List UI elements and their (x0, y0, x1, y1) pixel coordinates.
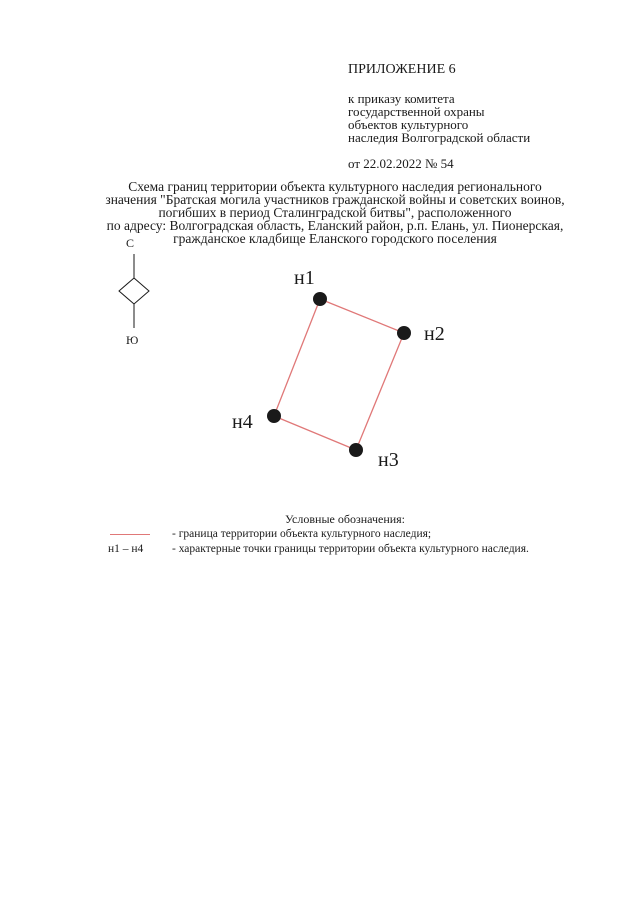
compass-south-label: Ю (126, 333, 139, 347)
compass (119, 236, 149, 347)
legend-points-symbol: н1 – н4 (108, 543, 144, 555)
point-label-n4: н4 (232, 411, 253, 433)
legend-title: Условные обозначения: (285, 512, 406, 526)
scheme-title-line-5: гражданское кладбище Еланского городского поселения (173, 231, 497, 246)
boundary-lines (274, 299, 404, 450)
legend-item-points: - характерные точки границы территории объекта культурного наследия. (172, 543, 529, 555)
point-label-n3: н3 (378, 449, 399, 471)
boundary-point-n4 (267, 409, 281, 423)
appendix-title: ПРИЛОЖЕНИЕ 6 (348, 62, 456, 77)
boundary-point-n3 (349, 443, 363, 457)
compass-north-label: С (126, 236, 135, 250)
boundary-point-labels (232, 267, 445, 471)
legend-item-boundary: - граница территории объекта культурного наследия; (172, 528, 432, 540)
order-line-1: к приказу комитета (348, 91, 455, 106)
scheme-title-line-4: по адресу: Волгоградская область, Еланский район, р.п. Елань, ул. Пионерская, (106, 218, 564, 233)
boundary-point-n2 (397, 326, 411, 340)
boundary-edge-2-3 (356, 333, 404, 450)
boundary-points (267, 292, 411, 457)
compass-diamond (119, 278, 149, 304)
point-label-n2: н2 (424, 323, 445, 345)
boundary-edge-1-2 (320, 299, 404, 333)
point-label-n1: н1 (294, 267, 315, 289)
legend-boundary-line-symbol (110, 534, 150, 535)
order-line-4: наследия Волгоградской области (348, 130, 531, 145)
scheme-title-line-3: погибших в период Сталинградской битвы", расположенного (158, 205, 512, 220)
order-line-2: государственной охраны (348, 104, 485, 119)
boundary-edge-3-4 (274, 416, 356, 450)
boundary-edge-4-1 (274, 299, 320, 416)
order-date: от 22.02.2022 № 54 (348, 156, 454, 171)
scheme-title-line-1: Схема границ территории объекта культурного наследия регионального (128, 179, 542, 194)
order-line-3: объектов культурного (348, 117, 469, 132)
boundary-point-n1 (313, 292, 327, 306)
scheme-title-line-2: значения "Братская могила участников гражданской войны и советских воинов, (105, 192, 565, 207)
